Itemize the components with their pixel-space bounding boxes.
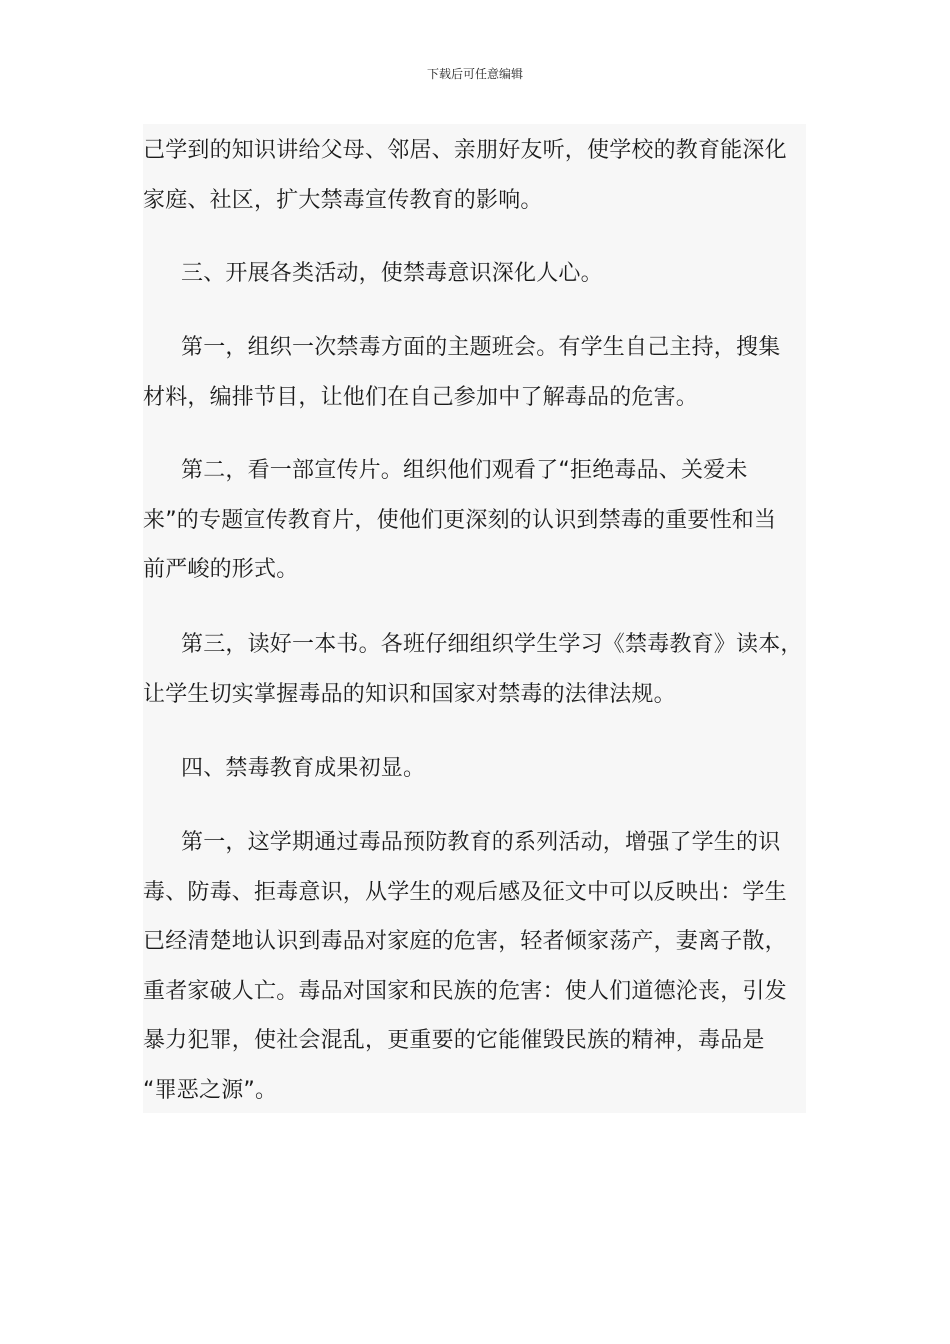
text-line: 重者家破人亡。毒品对国家和民族的危害：使人们道德沦丧，引发 — [143, 978, 787, 1004]
text-line: 第三，读好一本书。各班仔细组织学生学习《禁毒教育》读本， — [181, 632, 803, 657]
text-line: 第二，看一部宣传片。组织他们观看了“拒绝毒品、关爱未 — [181, 458, 748, 483]
text-line: 让学生切实掌握毒品的知识和国家对禁毒的法律法规。 — [143, 681, 676, 707]
paragraph-class-meeting — [143, 323, 806, 422]
paragraph-book — [143, 620, 806, 719]
page-header: 下载后可任意编辑 — [426, 67, 523, 81]
text-line: “罪恶之源”。 — [143, 1077, 278, 1103]
text-line: 三、开展各类活动，使禁毒意识深化人心。 — [181, 261, 603, 286]
text-line: 毒、防毒、拒毒意识，从学生的观后感及征文中可以反映出：学生 — [143, 879, 787, 905]
text-line: 己学到的知识讲给父母、邻居、亲朋好友听，使学校的教育能深化 — [143, 138, 787, 163]
text-line: 已经清楚地认识到毒品对家庭的危害，轻者倾家荡产，妻离子散， — [143, 929, 787, 954]
paragraph-film — [143, 446, 806, 595]
text-line: 第一，组织一次禁毒方面的主题班会。有学生自己主持，搜集 — [181, 335, 781, 360]
text-line: 材料，编排节目，让他们在自己参加中了解毒品的危害。 — [143, 384, 699, 410]
text-line: 前严峻的形式。 — [143, 557, 299, 582]
text-line: 四、禁毒教育成果初显。 — [181, 756, 426, 781]
text-line: 暴力犯罪，使社会混乱，更重要的它能催毁民族的精神，毒品是 — [143, 1028, 765, 1053]
text-line: 来”的专题宣传教育片，使他们更深刻的认识到禁毒的重要性和当 — [143, 507, 777, 533]
text-line: 第一，这学期通过毒品预防教育的系列活动，增强了学生的识 — [181, 830, 781, 855]
paragraph-results — [143, 818, 806, 1115]
document-body — [143, 124, 806, 1113]
section-heading-4 — [143, 744, 806, 794]
paragraph-continuation — [143, 126, 806, 225]
section-heading-3 — [143, 249, 806, 299]
text-line: 家庭、社区，扩大禁毒宣传教育的影响。 — [143, 187, 543, 213]
